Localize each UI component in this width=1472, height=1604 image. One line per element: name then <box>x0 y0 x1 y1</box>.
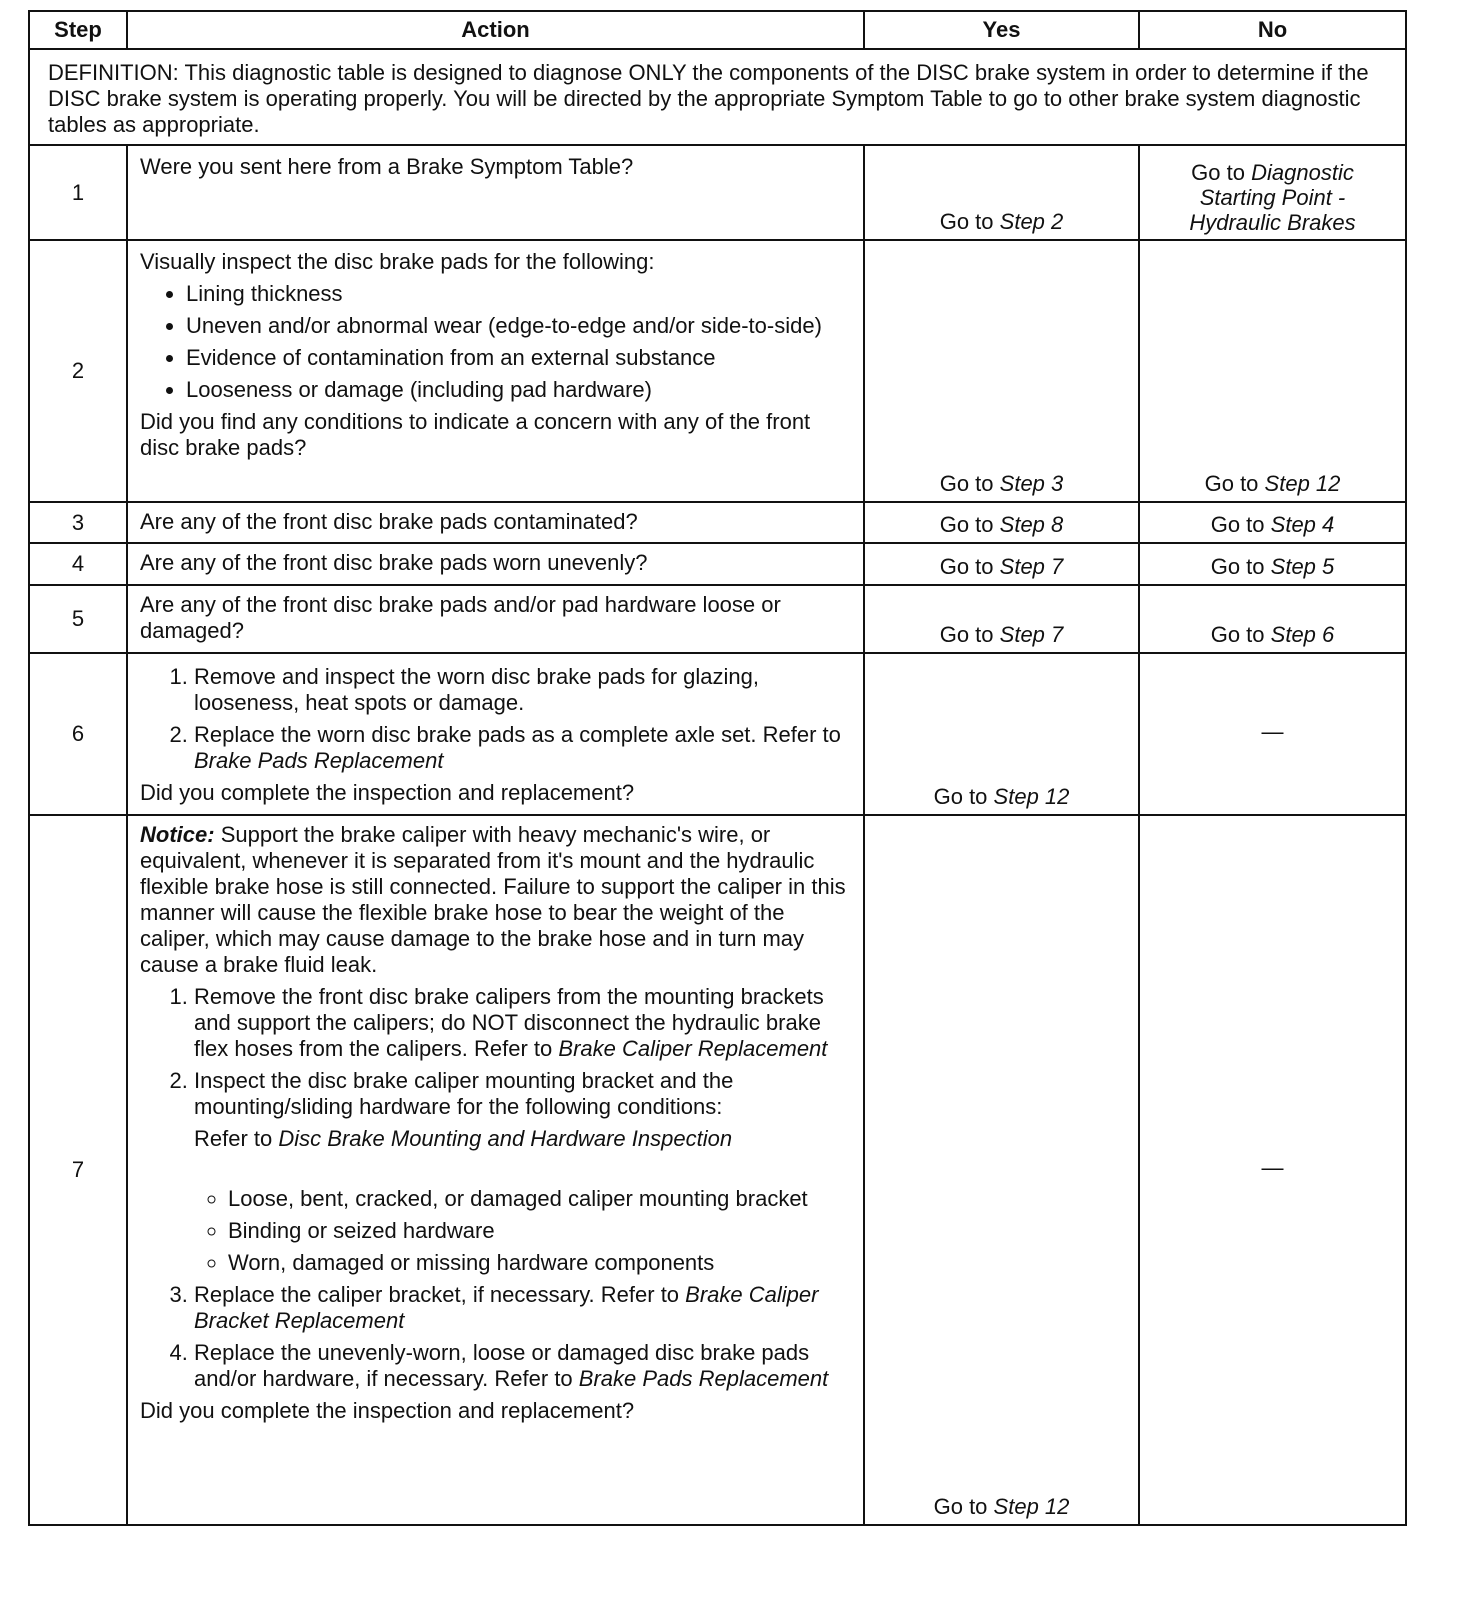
goto-label: Go to <box>939 554 994 579</box>
step-number: 3 <box>29 502 127 543</box>
goto-label: Go to <box>1210 512 1265 537</box>
table-row <box>29 240 1406 502</box>
no-cell <box>1139 585 1406 653</box>
question-text: Did you complete the inspection and replacement? <box>140 1398 635 1423</box>
table-row <box>29 145 1406 240</box>
intro-text: Visually inspect the disc brake pads for the following: <box>140 249 655 274</box>
goto-label: Go to <box>1191 160 1245 185</box>
no-ref-line: Hydraulic Brakes <box>1189 210 1356 235</box>
list-item: • Uneven and/or abnormal wear (edge-to-edge and/or side-to-side) <box>186 313 851 339</box>
question-text: Are any of the front disc brake pads and/or pad hardware loose or damaged? <box>140 592 781 643</box>
numbered-list <box>140 664 851 774</box>
question-text: Were you sent here from a Brake Symptom Table? <box>140 154 634 179</box>
yes-cell <box>864 815 1139 1525</box>
reference-link: Disc Brake Mounting and Hardware Inspection <box>278 1126 733 1151</box>
no-ref-line: Starting Point - <box>1199 185 1346 210</box>
list-item <box>194 1340 851 1392</box>
notice-body: Support the brake caliper with heavy mechanic's wire, or equivalent, whenever it is separated from it's mount and the hydraulic flexible brake hose is still connected. Failure to support the caliper in this manner will cause the flexible brake hose to bear the weight of the caliper, which may cause damage to the brake hose and in turn may cause a brake fluid leak. <box>140 822 846 977</box>
list-item: • Looseness or damage (including pad hardware) <box>186 377 851 403</box>
goto-label: Go to <box>939 512 994 537</box>
goto-label: Go to <box>933 784 988 809</box>
yes-cell <box>864 145 1139 240</box>
yes-step-ref: Step 12 <box>993 784 1070 809</box>
list-item <box>194 984 851 1062</box>
no-step-ref: Step 12 <box>1264 471 1341 496</box>
step-number: 7 <box>29 815 127 1525</box>
goto-label: Go to <box>939 209 994 234</box>
yes-cell <box>864 502 1139 543</box>
list-item <box>194 1068 851 1276</box>
action-cell <box>127 240 864 502</box>
yes-step-ref: Step 12 <box>993 1494 1070 1519</box>
reference-link: Brake Pads Replacement <box>194 748 444 773</box>
yes-step-ref: Step 7 <box>999 554 1064 579</box>
no-step-ref: Step 5 <box>1270 554 1335 579</box>
header-step: Step <box>29 11 127 49</box>
step-number: 4 <box>29 543 127 585</box>
question-text: Did you find any conditions to indicate a concern with any of the front disc brake pads? <box>140 409 811 460</box>
no-ref-line: Diagnostic <box>1251 160 1354 185</box>
no-cell <box>1139 502 1406 543</box>
goto-label: Go to <box>1210 622 1265 647</box>
refer-line <box>194 1126 851 1152</box>
list-item: ◦ Worn, damaged or missing hardware components <box>228 1250 851 1276</box>
yes-step-ref: Step 8 <box>999 512 1064 537</box>
question-text: Did you complete the inspection and replacement? <box>140 780 635 805</box>
action-cell <box>127 653 864 815</box>
action-cell <box>127 502 864 543</box>
goto-label: Go to <box>939 622 994 647</box>
action-cell <box>127 145 864 240</box>
notice-text <box>140 822 851 978</box>
numbered-list <box>140 984 851 1392</box>
reference-link: Brake Caliper Replacement <box>558 1036 828 1061</box>
yes-cell <box>864 585 1139 653</box>
step-number: 2 <box>29 240 127 502</box>
list-item: • Evidence of contamination from an external substance <box>186 345 851 371</box>
bullet-list <box>140 281 851 403</box>
item-text: Replace the caliper bracket, if necessary. Refer to <box>194 1282 680 1307</box>
list-item: ◦ Loose, bent, cracked, or damaged caliper mounting bracket <box>228 1186 851 1212</box>
definition-text: DEFINITION: This diagnostic table is designed to diagnose ONLY the components of the DISC brake system in order to determine if the DISC brake system is operating properly. You will be directed by the appropriate Symptom Table to go to other brake system diagnostic tables as appropriate. <box>29 49 1406 145</box>
step-number: 6 <box>29 653 127 815</box>
action-cell <box>127 815 864 1525</box>
no-cell <box>1139 145 1406 240</box>
item-text: Inspect the disc brake caliper mounting bracket and the mounting/sliding hardware for the following conditions: <box>194 1068 734 1119</box>
bullet-list <box>194 1186 851 1276</box>
notice-label: Notice: <box>140 822 215 847</box>
table-row <box>29 815 1406 1525</box>
no-cell <box>1139 240 1406 502</box>
no-cell <box>1139 653 1406 815</box>
action-cell <box>127 543 864 585</box>
table-row <box>29 502 1406 543</box>
header-yes: Yes <box>864 11 1139 49</box>
reference-link: Brake Pads Replacement <box>578 1366 829 1391</box>
yes-step-ref: Step 3 <box>999 471 1064 496</box>
yes-cell <box>864 653 1139 815</box>
list-item: • Lining thickness <box>186 281 851 307</box>
yes-step-ref: Step 2 <box>999 209 1064 234</box>
dash: — <box>1261 719 1284 744</box>
no-cell <box>1139 815 1406 1525</box>
goto-label: Go to <box>933 1494 988 1519</box>
item-text: Replace the worn disc brake pads as a complete axle set. Refer to <box>194 722 841 747</box>
yes-cell <box>864 240 1139 502</box>
no-cell <box>1139 543 1406 585</box>
yes-step-ref: Step 7 <box>999 622 1064 647</box>
definition-row <box>29 49 1406 145</box>
step-number: 5 <box>29 585 127 653</box>
no-step-ref: Step 4 <box>1270 512 1335 537</box>
item-text: Replace the unevenly-worn, loose or damaged disc brake pads and/or hardware, if necessary. Refer to <box>194 1340 810 1391</box>
step-number: 1 <box>29 145 127 240</box>
list-item: ◦ Binding or seized hardware <box>228 1218 851 1244</box>
no-step-ref: Step 6 <box>1270 622 1335 647</box>
list-item <box>194 722 851 774</box>
action-cell <box>127 585 864 653</box>
goto-label: Go to <box>1210 554 1265 579</box>
diagnostic-table <box>28 10 1407 1526</box>
table-row <box>29 585 1406 653</box>
list-item <box>194 1282 851 1334</box>
list-item: 1. Remove and inspect the worn disc brake pads for glazing, looseness, heat spots or damage. <box>194 664 851 716</box>
reference-link: Brake Caliper Bracket Replacement <box>194 1282 819 1333</box>
table-row <box>29 543 1406 585</box>
question-text: Are any of the front disc brake pads contaminated? <box>140 509 638 534</box>
refer-label: Refer to <box>194 1126 273 1151</box>
goto-label: Go to <box>1204 471 1259 496</box>
table-row <box>29 653 1406 815</box>
header-row <box>29 11 1406 49</box>
dash: — <box>1261 1155 1284 1180</box>
goto-label: Go to <box>939 471 994 496</box>
header-no: No <box>1139 11 1406 49</box>
item-text: Remove the front disc brake calipers from the mounting brackets and support the calipers; do NOT disconnect the hydraulic brake flex hoses from the calipers. Refer to <box>194 984 824 1061</box>
question-text: Are any of the front disc brake pads worn unevenly? <box>140 550 648 575</box>
header-action: Action <box>127 11 864 49</box>
yes-cell <box>864 543 1139 585</box>
